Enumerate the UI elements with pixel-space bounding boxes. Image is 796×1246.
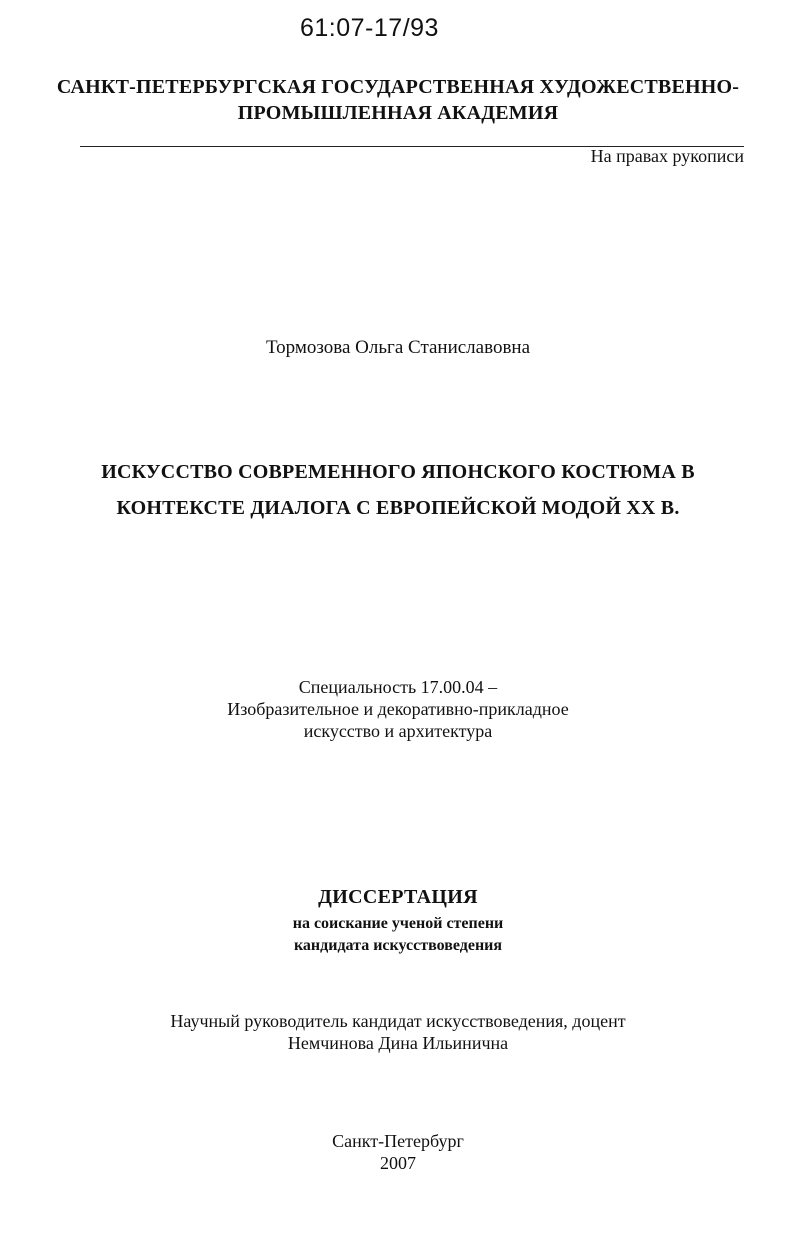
specialty-block bbox=[0, 676, 796, 742]
degree-line-2: кандидата искусствоведения bbox=[293, 937, 503, 954]
author-name: Тормозова Ольга Станиславовна bbox=[265, 337, 531, 358]
degree-line-1: на соискание ученой степени bbox=[292, 915, 504, 932]
specialty-line-1: Специальность 17.00.04 – bbox=[298, 677, 498, 697]
advisor-block bbox=[0, 1010, 796, 1054]
degree-block bbox=[0, 913, 796, 957]
advisor-line-2: Немчинова Дина Ильинична bbox=[287, 1033, 509, 1053]
dissertation-title bbox=[0, 454, 796, 526]
year: 2007 bbox=[380, 1153, 416, 1173]
rights-note: На правах рукописи bbox=[590, 146, 744, 166]
institution-line-2: ПРОМЫШЛЕННАЯ АКАДЕМИЯ bbox=[237, 102, 559, 124]
document-code: 61:07-17/93 bbox=[300, 14, 439, 42]
institution-line-1: САНКТ-ПЕТЕРБУРГСКАЯ ГОСУДАРСТВЕННАЯ ХУДОЖЕСТВЕННО- bbox=[56, 76, 740, 98]
title-line-1: ИСКУССТВО СОВРЕМЕННОГО ЯПОНСКОГО КОСТЮМА В bbox=[101, 461, 695, 483]
city: Санкт-Петербург bbox=[332, 1131, 464, 1151]
specialty-line-2: Изобразительное и декоративно-прикладное bbox=[227, 699, 569, 719]
advisor-line-1: Научный руководитель кандидат искусствоведения, доцент bbox=[170, 1011, 626, 1031]
specialty-line-3: искусство и архитектура bbox=[303, 721, 493, 741]
dissertation-heading: ДИССЕРТАЦИЯ bbox=[318, 886, 478, 908]
institution-name bbox=[0, 74, 796, 126]
place-year-block bbox=[0, 1130, 796, 1174]
title-line-2: КОНТЕКСТЕ ДИАЛОГА С ЕВРОПЕЙСКОЙ МОДОЙ XX В. bbox=[116, 497, 680, 519]
